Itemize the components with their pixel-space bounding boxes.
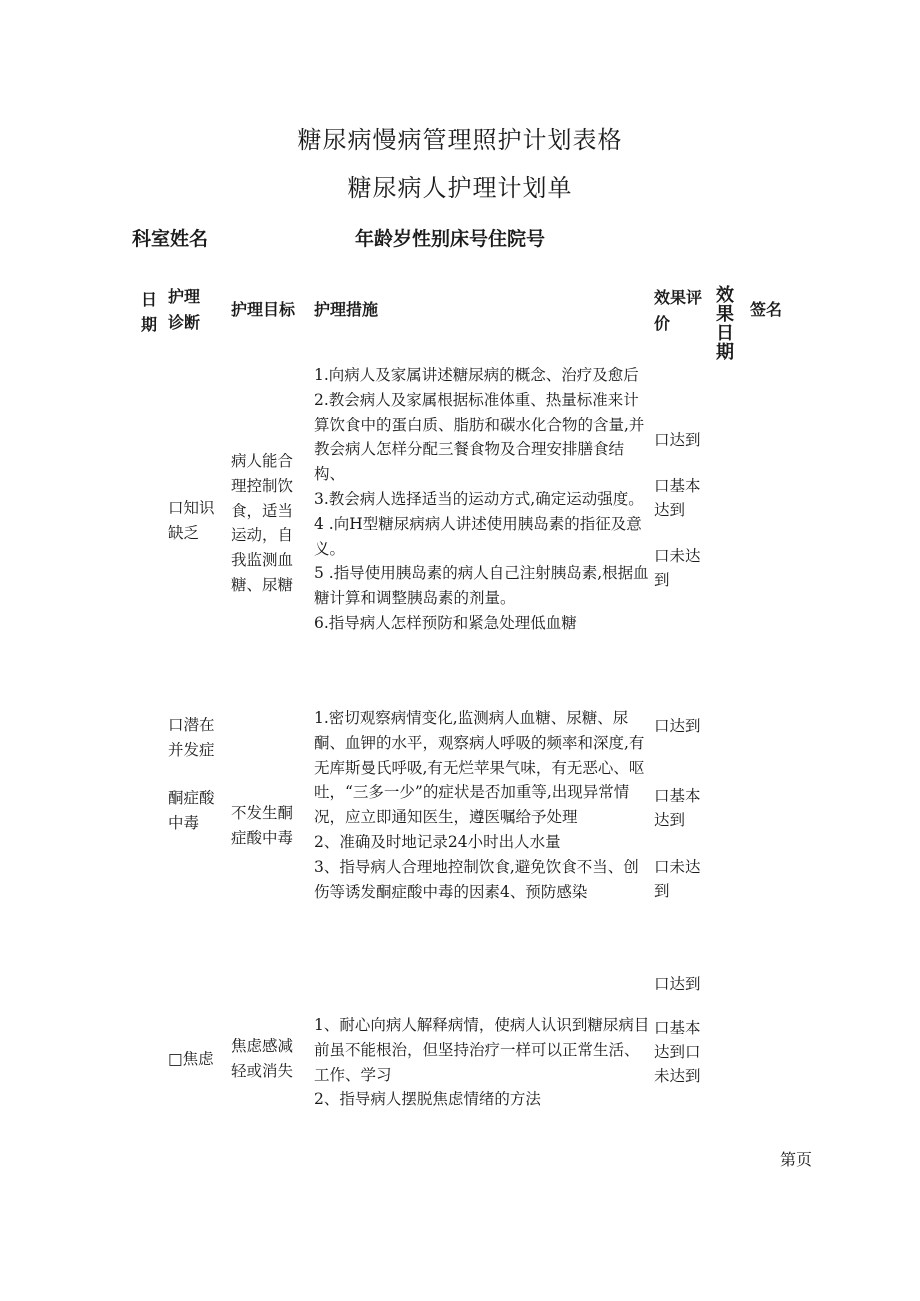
row2-goal: 不发生酮症酸中毒 bbox=[231, 804, 294, 847]
row1-measure-1: 1.向病人及家属讲述糖尿病的概念、治疗及愈后 bbox=[314, 366, 639, 384]
document-title: 糖尿病慢病管理照护计划表格 bbox=[297, 126, 623, 154]
row1-eval-achieved: 口达到 bbox=[654, 431, 701, 449]
row1-measure-3: 3.教会病人选择适当的运动方式,确定运动强度。 bbox=[314, 489, 644, 508]
meta-patient-info: 年龄岁性别床号住院号 bbox=[355, 228, 546, 250]
row1-measure-4: 4 .向H型糖尿病病人讲述使用胰岛素的指征及意义。 bbox=[314, 514, 642, 558]
header-measures: 护理措施 bbox=[314, 300, 379, 319]
row2-measure-2: 2、准确及时地记录24小时出人水量 bbox=[314, 832, 561, 851]
document-subtitle: 糖尿病人护理计划单 bbox=[347, 174, 573, 202]
header-eval-date: 效果日期 bbox=[716, 285, 734, 363]
header-diagnosis: 护理诊断 bbox=[168, 287, 201, 332]
row2-eval-basic: 口基本达到 bbox=[654, 787, 701, 829]
row1-measure-6: 6.指导病人怎样预防和紧急处理低血糖 bbox=[314, 613, 577, 632]
row3-measure-2: 2、指导病人摆脱焦虑情绪的方法 bbox=[314, 1090, 541, 1109]
row1-eval-not-achieved: 口未达到 bbox=[654, 547, 701, 589]
row2-diagnosis-ketoacidosis: 酮症酸中毒 bbox=[168, 789, 215, 832]
row3-eval-achieved: 口达到 bbox=[654, 975, 701, 993]
page-footer: 第页 bbox=[780, 1150, 813, 1169]
row1-eval-basic: 口基本达到 bbox=[654, 477, 701, 519]
row3-measures bbox=[314, 1013, 654, 1112]
row2-diagnosis-complication: 口潜在并发症 bbox=[168, 716, 215, 759]
row2-measure-3: 3、指导病人合理地控制饮食,避免饮食不当、创伤等诱发酮症酸中毒的因素4、预防感染 bbox=[314, 857, 639, 901]
header-date: 日期 bbox=[141, 290, 158, 334]
row3-diagnosis: □焦虑 bbox=[168, 1050, 214, 1068]
row2-measure-1: 1.密切观察病情变化,监测病人血糖、尿糖、尿酮、血钾的水平，观察病人呼吸的频率和深度,有无库斯曼氏呼吸,有无烂苹果气味，有无恶心、呕吐，“三多一少”的症状是否加重等,出现异常情况，应立即通知医生，遵医嘱给予处理 bbox=[314, 709, 645, 827]
row3-eval-basic-not: 口基本达到口未达到 bbox=[654, 1019, 701, 1085]
row1-goal: 病人能合理控制饮食，适当运动，自我监测血糖、尿糖 bbox=[231, 452, 294, 594]
header-goal: 护理目标 bbox=[231, 300, 296, 319]
row2-eval-achieved: 口达到 bbox=[654, 717, 701, 735]
row1-measure-5: 5 .指导使用胰岛素的病人自己注射胰岛素,根据血糖计算和调整胰岛素的剂量。 bbox=[314, 564, 649, 608]
row2-eval-not-achieved: 口未达到 bbox=[654, 858, 701, 900]
row1-measure-2: 2.教会病人及家属根据标准体重、热量标准来计算饮食中的蛋白质、脂肪和碳水化合物的含量,并教会病人怎样分配三餐食物及合理安排膳食结构、 bbox=[314, 390, 645, 484]
row1-diagnosis: 口知识缺乏 bbox=[168, 499, 215, 542]
header-signature: 签名 bbox=[750, 300, 783, 319]
meta-department-name: 科室姓名 bbox=[132, 228, 209, 250]
row1-measures bbox=[314, 363, 654, 636]
header-evaluation: 效果评价 bbox=[654, 288, 703, 333]
row3-measure-1: 1、耐心向病人解释病情，使病人认识到糖尿病目前虽不能根治，但坚持治疗一样可以正常生活、工作、学习 bbox=[314, 1016, 650, 1084]
row3-goal: 焦虑感减轻或消失 bbox=[231, 1037, 294, 1080]
row2-measures bbox=[314, 706, 654, 904]
